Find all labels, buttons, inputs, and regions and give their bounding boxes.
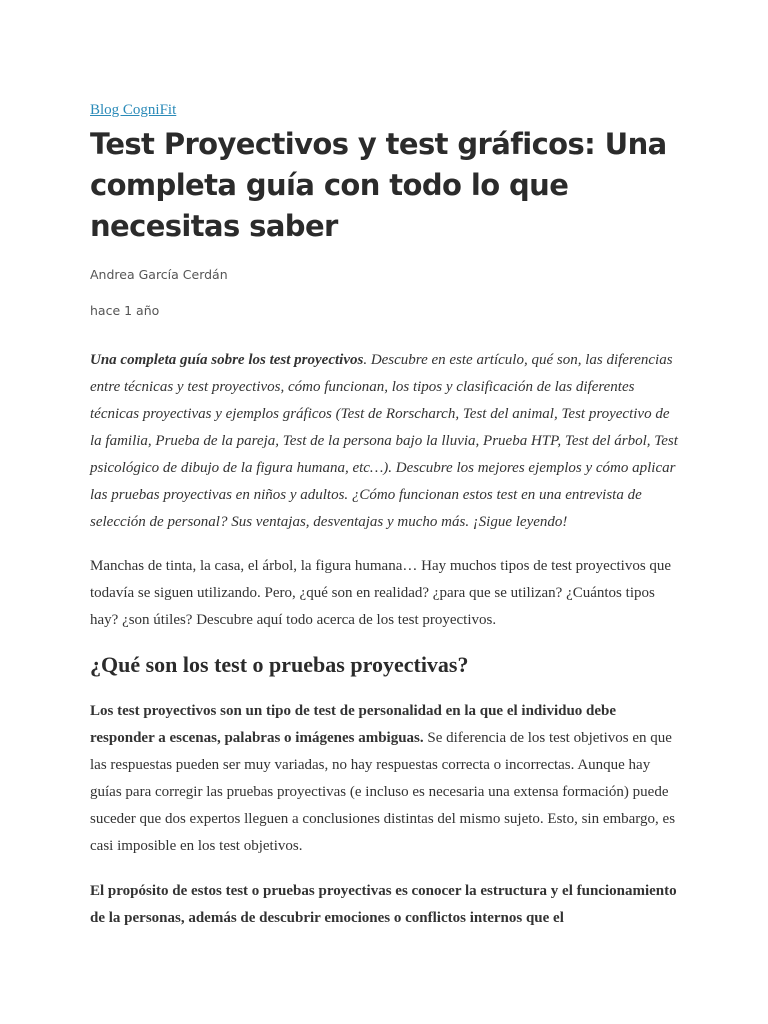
author-name: Andrea García Cerdán bbox=[90, 267, 228, 282]
article-title: Test Proyectivos y test gráficos: Una completa guía con todo lo que necesitas saber bbox=[90, 127, 667, 243]
paragraph-2-bold: Los test proyectivos son un tipo de test de personalidad en la que el individuo debe responder a escenas, palabras o imágenes ambiguas. bbox=[90, 703, 617, 746]
intro-paragraph bbox=[90, 347, 680, 536]
section-heading: ¿Qué son los test o pruebas proyectivas? bbox=[90, 652, 469, 677]
paragraph-3 bbox=[90, 878, 680, 932]
paragraph-1: Manchas de tinta, la casa, el árbol, la figura humana… Hay muchos tipos de test proyectivos que todavía se siguen utilizando. Pero, ¿qué son en realidad? ¿para que se utilizan? ¿Cuántos tipos hay? ¿son útiles? Descubre aquí todo acerca de los test proyectivos. bbox=[90, 558, 672, 628]
paragraph-2-rest: Se diferencia de los test objetivos en que las respuestas pueden ser muy variadas, no hay respuestas correcta o incorrectas. Aunque hay guías para corregir las pruebas proyectivas (e incluso es necesaria una extensa formación) puede suceder que dos expertos lleguen a conclusiones distintas del mismo sujeto. Esto, sin embargo, es casi imposible en los test objetivos. bbox=[90, 730, 676, 854]
paragraph-3-bold: El propósito de estos test o pruebas proyectivas es conocer la estructura y el funcionamiento de la personas, además de descubrir emociones o conflictos internos que el bbox=[90, 883, 677, 926]
intro-rest: . Descubre en este artículo, qué son, las diferencias entre técnicas y test proyectivos, cómo funcionan, los tipos y clasificación de las diferentes técnicas proyectivas y ejemplos gráficos (Test de Rorscharch, Test del animal, Test proyectivo de la familia, Prueba de la pareja, Test de la persona bajo la lluvia, Prueba HTP, Test del árbol, Test psicológico de dibujo de la figura humana, etc…). Descubre los mejores ejemplos y cómo aplicar las pruebas proyectivas en niños y adultos. ¿Cómo funcionan estos test en una entrevista de selección de personal? Sus ventajas, desventajas y mucho más. ¡Sigue leyendo! bbox=[90, 352, 678, 530]
paragraph-2 bbox=[90, 698, 680, 860]
article bbox=[90, 100, 680, 932]
intro-lead: Una completa guía sobre los test proyectivos bbox=[90, 352, 364, 368]
category-link[interactable]: Blog CogniFit bbox=[90, 102, 177, 118]
publish-date: hace 1 año bbox=[90, 303, 160, 318]
